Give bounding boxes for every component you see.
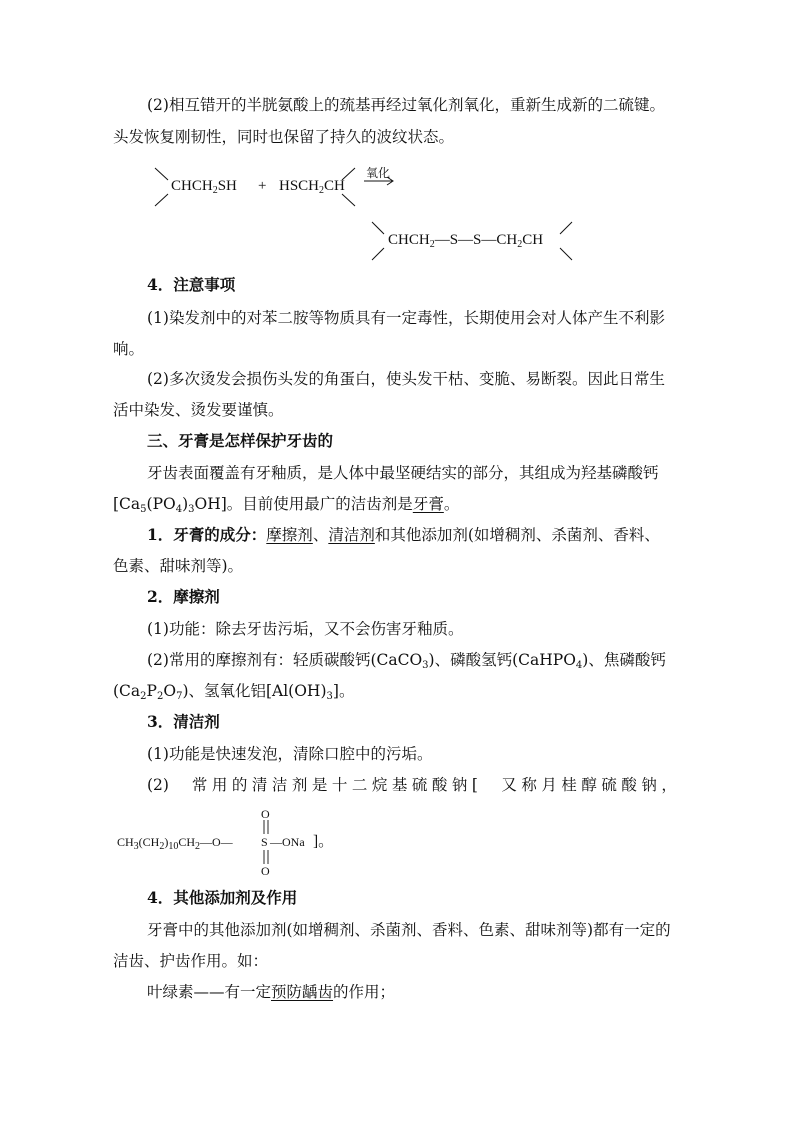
subscript: 2	[195, 841, 201, 852]
text: CHCH	[171, 178, 213, 194]
bond-line	[560, 222, 572, 234]
paragraph-line	[113, 494, 459, 514]
paragraph-line: (1)染发剂中的对苯二胺等物质具有一定毒性，长期使用会对人体产生不利影	[147, 309, 665, 327]
paragraph-line	[147, 525, 660, 545]
text: )、焦磷酸钙	[582, 651, 666, 669]
subscript: 2	[156, 691, 164, 702]
paragraph-line: 活中染发、烫发要谨慎。	[113, 401, 284, 419]
text: —ONa	[270, 835, 305, 849]
subscript: 2	[212, 185, 218, 196]
paragraph-line	[147, 982, 395, 1002]
section-heading: 4．注意事项	[147, 275, 236, 294]
text: 叶绿素——有一定	[147, 983, 272, 1001]
text: CH	[178, 835, 196, 849]
text: (Ca	[113, 682, 141, 700]
double-bonds	[256, 814, 276, 874]
bond-line	[560, 248, 572, 260]
underlined-term: 牙膏	[412, 495, 444, 513]
paragraph-line: 牙齿表面覆盖有牙釉质，是人体中最坚硬结实的部分，其组成为羟基磷酸钙	[147, 464, 659, 482]
subscript: 10	[168, 841, 179, 852]
bond-line	[372, 248, 384, 260]
sulfur-atom: S	[261, 835, 268, 849]
bond-line	[372, 222, 384, 234]
text: CH	[117, 835, 134, 849]
subscript: 5	[140, 504, 147, 515]
underlined-term: 摩擦剂	[266, 526, 313, 544]
text: (CH	[138, 835, 160, 849]
text: P	[146, 682, 157, 700]
paragraph-line	[147, 650, 666, 670]
text: ]。	[332, 682, 355, 700]
paragraph-line: (2)多次烫发会损伤头发的角蛋白，使头发干枯、变脆、易断裂。因此日常生	[147, 370, 665, 388]
bond-line	[155, 194, 168, 206]
subsection-heading: 4．其他添加剂及作用	[147, 888, 298, 907]
bond-line	[155, 168, 168, 180]
text: 又称月桂醇硫酸钠，	[501, 776, 682, 794]
paragraph-line: 响。	[113, 340, 145, 358]
text: )	[164, 835, 169, 849]
text: CHCH	[388, 232, 430, 248]
paragraph-line	[113, 681, 354, 701]
oxygen-bottom: O	[261, 864, 270, 878]
subsection-heading: 3．清洁剂	[147, 712, 220, 731]
plus-sign: +	[258, 178, 267, 194]
reaction-scheme	[0, 150, 794, 270]
item-number: (2)	[147, 776, 169, 794]
paragraph-line: 头发恢复刚韧性，同时也保留了持久的波纹状态。	[113, 128, 455, 146]
reactant-left	[171, 176, 237, 196]
subscript: 3	[133, 841, 139, 852]
text: )、磷酸氢钙(CaHPO	[428, 651, 576, 669]
paragraph-line: 洁齿、护齿作用。如：	[113, 952, 269, 970]
subscript: 4	[175, 504, 183, 515]
text: —S—S—CH	[434, 232, 518, 248]
subscript: 2	[517, 239, 523, 250]
subscript: 3	[326, 691, 333, 702]
text: 。	[443, 495, 460, 513]
oxygen-top: O	[261, 807, 270, 821]
arrow-label: 氧化	[366, 166, 391, 180]
paragraph-line	[147, 775, 682, 795]
text: HSCH	[279, 178, 320, 194]
underlined-term: 清洁剂	[328, 526, 375, 544]
subscript: 2	[140, 691, 147, 702]
reactant-right	[279, 176, 345, 196]
item-number: 1．牙膏的成分：	[147, 525, 267, 544]
paragraph-line: (1)功能：除去牙齿污垢，又不会伤害牙釉质。	[147, 620, 464, 638]
subscript: 7	[176, 691, 183, 702]
product	[388, 230, 543, 250]
subscript: 2	[159, 841, 165, 852]
subscript: 2	[319, 185, 325, 196]
text: )	[182, 495, 189, 513]
text: (2)常用的摩擦剂有：轻质碳酸钙(CaCO	[147, 651, 423, 669]
text: OH]。目前使用最广的洁齿剂是	[194, 495, 413, 513]
text: —O—	[200, 835, 233, 849]
paragraph-line: (2)相互错开的半胱氨酸上的巯基再经过氧化剂氧化，重新生成新的二硫键。	[147, 96, 665, 114]
subscript: 2	[429, 239, 435, 250]
text: (PO	[146, 495, 176, 513]
text: CH	[324, 178, 345, 194]
structural-formula	[117, 832, 233, 852]
formula-end: ]。	[313, 833, 334, 850]
subscript: 4	[575, 660, 583, 671]
text: 和其他添加剂(如增稠剂、杀菌剂、香料、	[374, 526, 660, 544]
text: [Ca	[113, 495, 141, 513]
paragraph-line: (1)功能是快速发泡，清除口腔中的污垢。	[147, 745, 433, 763]
text: SH	[217, 178, 237, 194]
text: 常用的清洁剂是十二烷基硫酸钠[	[191, 776, 483, 794]
text: 、	[312, 526, 329, 544]
paragraph-line: 色素、甜味剂等)。	[113, 557, 244, 575]
text: 的作用；	[333, 983, 396, 1001]
subscript: 3	[188, 504, 195, 515]
text: CH	[522, 232, 544, 248]
subscript: 3	[422, 660, 429, 671]
text: )、氢氧化铝[Al(OH)	[182, 682, 327, 700]
section-heading: 三、牙膏是怎样保护牙齿的	[147, 431, 334, 450]
paragraph-line: 牙膏中的其他添加剂(如增稠剂、杀菌剂、香料、色素、甜味剂等)都有一定的	[147, 921, 671, 939]
subsection-heading: 2．摩擦剂	[147, 587, 220, 606]
underlined-term: 预防龋齿	[271, 983, 334, 1001]
text: O	[163, 682, 177, 700]
